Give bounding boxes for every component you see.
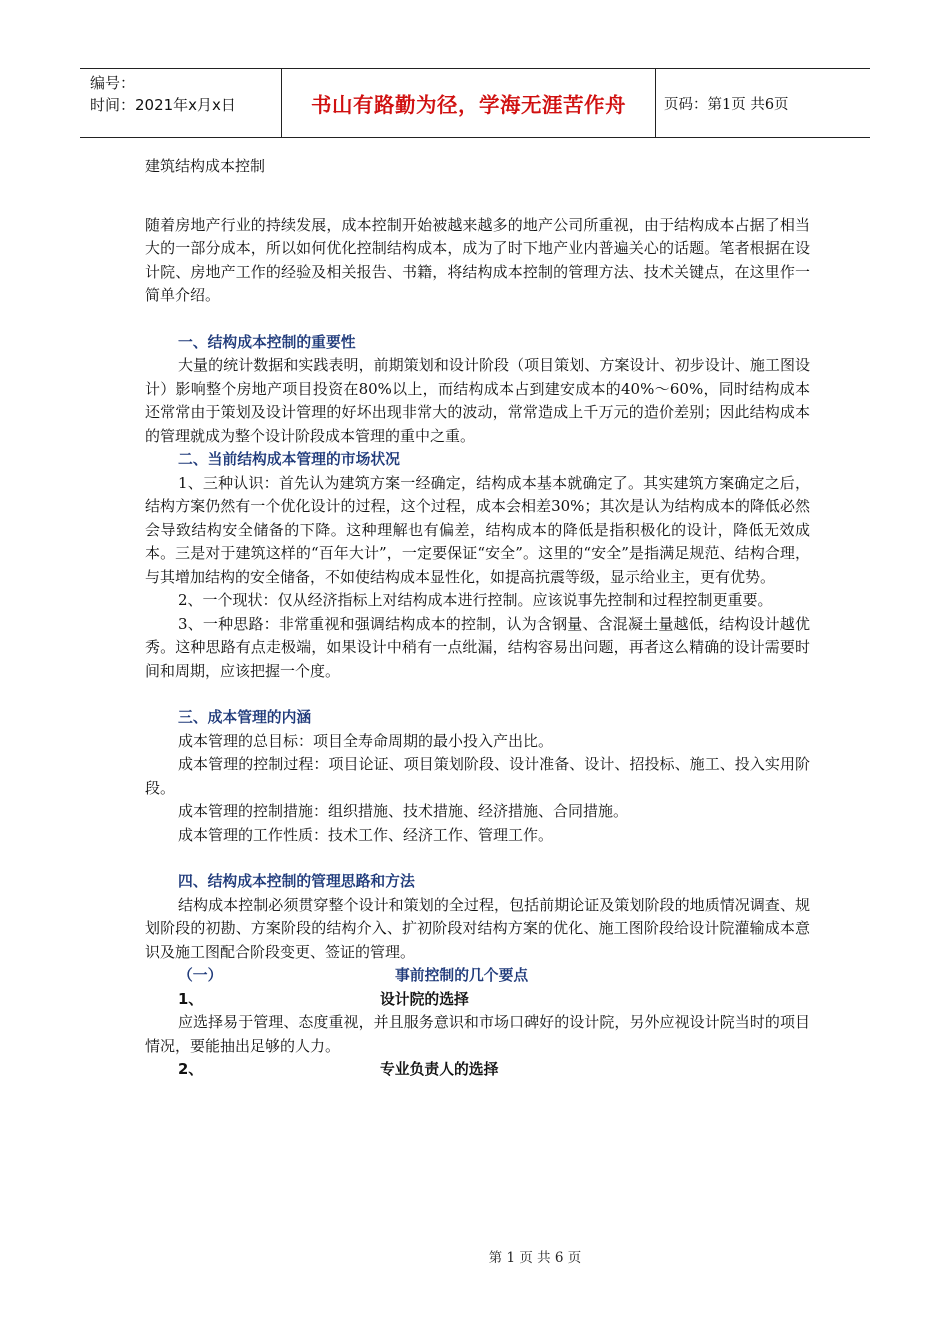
footer-page-number: 第 1 页 共 6 页 (488, 1250, 582, 1266)
paragraph: 大量的统计数据和实践表明，前期策划和设计阶段（项目策划、方案设计、初步设计、施工图设计）影响整个房地产项目投资在80%以上，而结构成本占到建安成本的40%～60%，同时结构成本还常常由于策划及设计管理的好坏出现非常大的波动，常常造成上千万元的造价差别；因此结构成本的管理就成为整个设计阶段成本管理的重中之重。 (145, 356, 810, 445)
document-title: 建筑结构成本控制 (145, 157, 266, 175)
number-label: 编号： (90, 74, 136, 92)
intro-paragraph: 随着房地产行业的持续发展，成本控制开始被越来越多的地产公司所重视，由于结构成本占据了相当大的一部分成本，所以如何优化控制结构成本，成为了时下地产业内普遍关心的话题。笔者根据在设计院、房地产工作的经验及相关报告、书籍，将结构成本控制的管理方法、技术关键点，在这里作一简单介绍。 (145, 215, 810, 304)
paragraph: 3、一种思路：非常重视和强调结构成本的控制，认为含钢量、含混凝土量越低，结构设计越优秀。这种思路有点走极端，如果设计中稍有一点纰漏，结构容易出问题，再者这么精确的设计需要时间和周期，应该把握一个度。 (145, 614, 810, 680)
date-label: 时间：2021年x月x日 (90, 96, 236, 114)
item-title: 设计院的选择 (380, 990, 469, 1008)
paragraph: 成本管理的控制过程：项目论证、项目策划阶段、设计准备、设计、招投标、施工、投入实用阶段。 (145, 755, 810, 797)
paragraph: 成本管理的工作性质：技术工作、经济工作、管理工作。 (178, 825, 554, 844)
subsection-heading (145, 964, 810, 988)
section-heading: 二、当前结构成本管理的市场状况 (178, 451, 400, 468)
item-number: 1、 (178, 990, 204, 1008)
paragraph: 成本管理的控制措施：组织措施、技术措施、经济措施、合同措施。 (178, 802, 629, 820)
section-heading: 一、结构成本控制的重要性 (178, 333, 356, 351)
header-motto: 书山有路勤为径，学海无涯苦作舟 (282, 69, 656, 137)
item-title: 专业负责人的选择 (380, 1061, 499, 1078)
paragraph: 应选择易于管理、态度重视，并且服务意识和市场口碑好的设计院，另外应视设计院当时的项目情况，要能抽出足够的人力。 (145, 1013, 810, 1055)
paragraph: 1、三种认识：首先认为建筑方案一经确定，结构成本基本就确定了。其实建筑方案确定之后，结构方案仍然有一个优化设计的过程，这个过程，成本会相差30%；其次是认为结构成本的降低必然会导致结构安全储备的下降。这种理解也有偏差，结构成本的降低是指积极化的设计，降低无效成本。三是对于建筑这样的“百年大计”，一定要保证“安全”。这里的“安全”是指满足规范、结构合理，与其增加结构的安全储备，不如使结构成本显性化，如提高抗震等级，显示给业主，更有优势。 (145, 473, 810, 586)
header-meta (80, 69, 282, 137)
section-heading: 三、成本管理的内涵 (178, 709, 312, 726)
paragraph: 结构成本控制必须贯穿整个设计和策划的全过程，包括前期论证及策划阶段的地质情况调查、规划阶段的初勘、方案阶段的结构介入、扩初阶段对结构方案的优化、施工图阶段给设计院灌输成本意识及施工图配合阶段变更、签证的管理。 (145, 895, 810, 961)
paragraph: 成本管理的总目标：项目全寿命周期的最小投入产出比。 (178, 731, 554, 750)
paragraph: 2、一个现状：仅从经济指标上对结构成本进行控制。应该说事先控制和过程控制更重要。 (178, 591, 773, 609)
subsection-title: 事前控制的几个要点 (395, 967, 529, 984)
item-number: 2、 (178, 1061, 204, 1078)
document-body (145, 155, 810, 1082)
item-heading (145, 1058, 810, 1082)
section-heading: 四、结构成本控制的管理思路和方法 (178, 873, 415, 890)
item-heading (145, 988, 810, 1012)
subsection-number: （一） (178, 967, 223, 984)
page-header (80, 68, 870, 138)
header-page-info: 页码：第1页 共6页 (664, 96, 789, 113)
page-footer (0, 1246, 950, 1266)
